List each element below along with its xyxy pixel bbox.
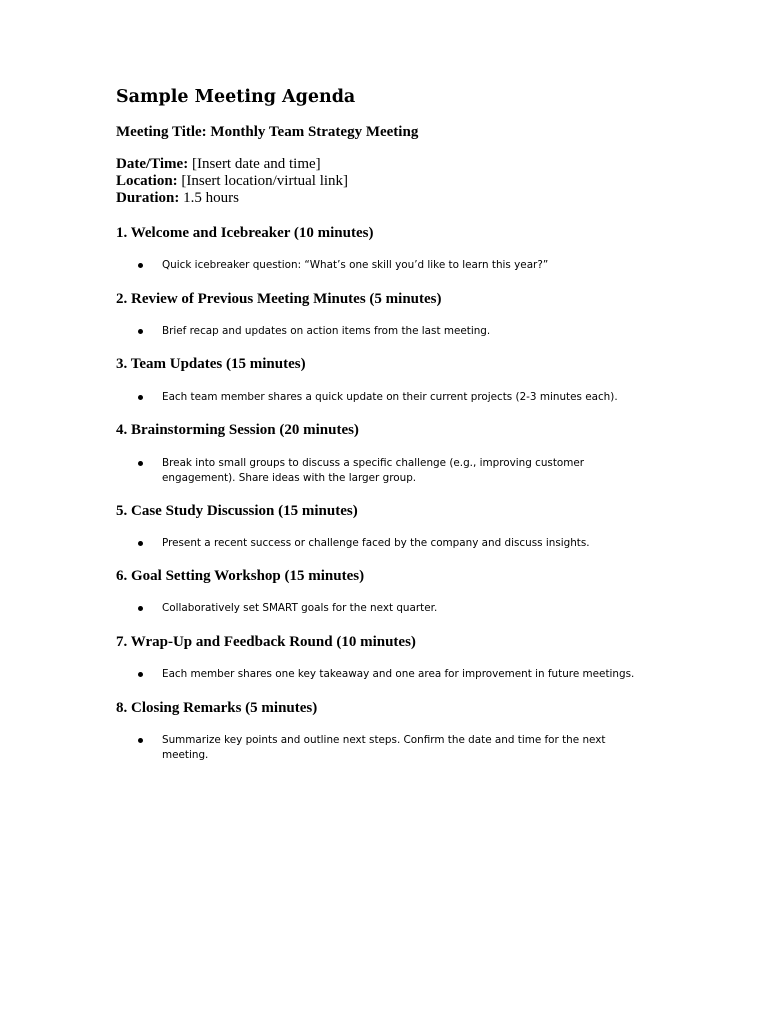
section-bullet-welcome: Quick icebreaker question: “What’s one skill you’d like to learn this year?” <box>162 259 549 271</box>
meeting-title: Meeting Title: Monthly Team Strategy Meeting <box>116 124 419 140</box>
duration-line <box>116 190 348 207</box>
bullet-icon <box>138 541 143 546</box>
bullet-icon <box>138 263 143 268</box>
bullet-icon <box>138 461 143 466</box>
section-bullet-brainstorming: Break into small groups to discuss a specific challenge (e.g., improving customer engagement). Share ideas with the larger group. <box>162 457 585 484</box>
bullet-icon <box>138 395 143 400</box>
section-heading-brainstorming: 4. Brainstorming Session (20 minutes) <box>116 422 359 438</box>
section-bullet-goal-setting: Collaboratively set SMART goals for the next quarter. <box>162 602 438 614</box>
duration-value: 1.5 hours <box>179 190 239 206</box>
date-time-value: [Insert date and time] <box>188 156 321 172</box>
section-bullet-case-study: Present a recent success or challenge faced by the company and discuss insights. <box>162 537 590 549</box>
section-bullet-wrap-up: Each member shares one key takeaway and one area for improvement in future meetings. <box>162 668 635 680</box>
section-heading-welcome: 1. Welcome and Icebreaker (10 minutes) <box>116 225 374 241</box>
bullet-icon <box>138 672 143 677</box>
section-bullet-review: Brief recap and updates on action items from the last meeting. <box>162 325 491 337</box>
section-heading-team-updates: 3. Team Updates (15 minutes) <box>116 356 306 372</box>
date-time-line <box>116 156 348 173</box>
location-label: Location: <box>116 173 178 189</box>
document-title: Sample Meeting Agenda <box>116 87 356 107</box>
section-heading-case-study: 5. Case Study Discussion (15 minutes) <box>116 503 358 519</box>
location-value: [Insert location/virtual link] <box>177 173 349 189</box>
duration-label: Duration: <box>116 190 180 206</box>
section-heading-review: 2. Review of Previous Meeting Minutes (5 minutes) <box>116 291 442 307</box>
date-time-label: Date/Time: <box>116 156 189 172</box>
location-line <box>116 173 348 190</box>
meeting-details <box>116 156 348 207</box>
bullet-icon <box>138 738 143 743</box>
section-bullet-team-updates: Each team member shares a quick update on their current projects (2-3 minutes each). <box>162 391 618 403</box>
bullet-icon <box>138 606 143 611</box>
section-heading-wrap-up: 7. Wrap-Up and Feedback Round (10 minutes) <box>116 634 416 650</box>
section-bullet-closing: Summarize key points and outline next steps. Confirm the date and time for the next meeting. <box>162 734 606 761</box>
section-heading-goal-setting: 6. Goal Setting Workshop (15 minutes) <box>116 568 365 584</box>
bullet-icon <box>138 329 143 334</box>
section-heading-closing: 8. Closing Remarks (5 minutes) <box>116 700 318 716</box>
